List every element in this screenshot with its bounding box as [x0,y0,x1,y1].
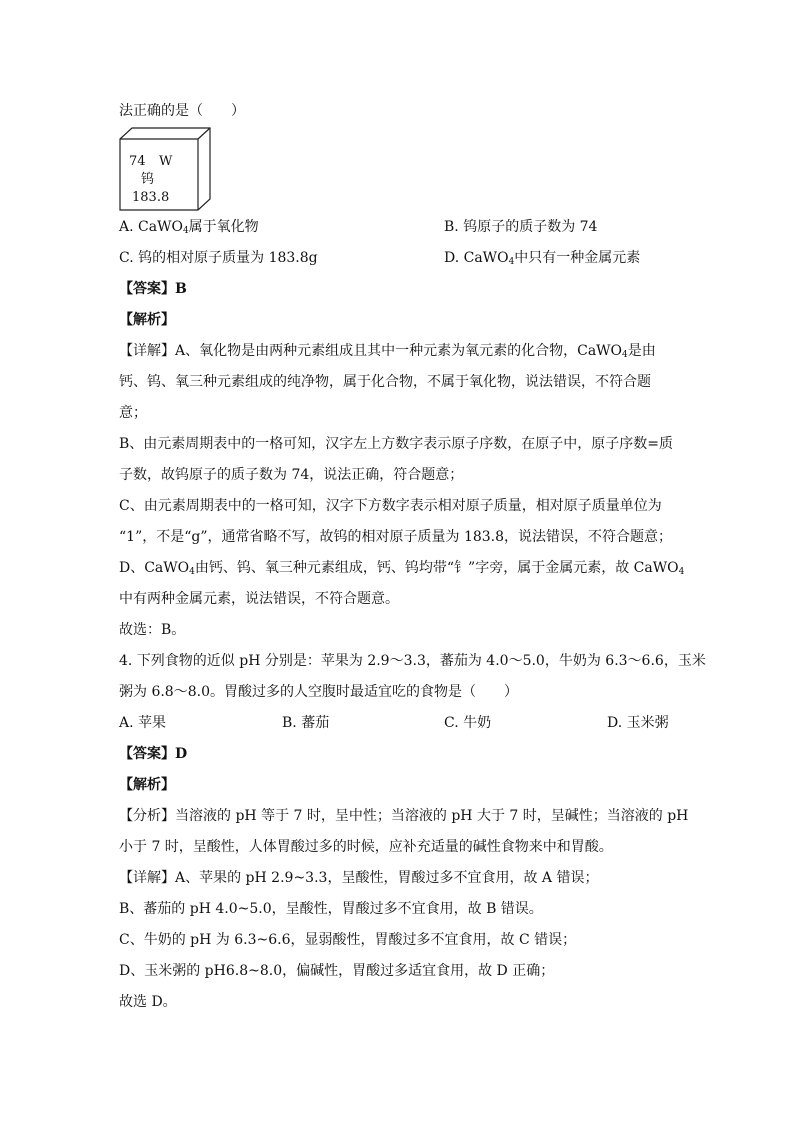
q3-option-b: B. 钨原子的质子数为 74 [444,219,598,235]
q4-analysis-line-2: 小于 7 时，呈酸性，人体胃酸过多的时候，应补充适量的碱性食物来中和胃酸。 [119,839,613,855]
q3-option-c: C. 钨的相对原子质量为 183.8g [119,250,318,266]
q3-option-d: D. CaWO$_4$中只有一种金属元素 [444,250,641,267]
q4-detail-b: B、蕃茄的 pH 4.0~5.0，呈酸性，胃酸过多不宜食用，故 B 错误。 [119,901,543,917]
q4-answer: 【答案】D [119,746,188,762]
q4-option-d: D. 玉米粥 [607,715,669,731]
question-intro: 法正确的是（ ） [119,103,245,119]
q3-choice: 故选：B。 [119,622,186,638]
q4-option-c: C. 牛奶 [444,715,492,731]
q3-analysis-heading: 【解析】 [119,312,175,328]
atomic-number: 74 [129,154,146,169]
q3-detail-d-line-2: 中有两种金属元素，说法错误，不符合题意。 [119,591,399,607]
element-name: 钨 [141,172,155,187]
q4-analysis-heading: 【解析】 [119,777,175,793]
element-symbol: W [159,154,173,169]
q3-detail-c-line-2: “1”，不是“g”，通常省略不写，故钨的相对原子质量为 183.8，说法错误，不符合题意； [119,529,673,545]
atomic-mass: 183.8 [132,190,170,205]
q4-detail-c: C、牛奶的 pH 为 6.3~6.6，显弱酸性，胃酸过多不宜食用，故 C 错误； [119,932,577,948]
q3-detail-line-3: 意； [119,405,147,421]
q4-stem-line-1: 4. 下列食物的近似 pH 分别是：苹果为 2.9～3.3，蕃茄为 4.0～5.0，牛奶为 6.3～6.6，玉米 [119,653,706,669]
element-cell-tungsten [119,127,211,211]
q3-detail-line-2: 钙、钨、氧三种元素组成的纯净物，属于化合物，不属于氧化物，说法错误，不符合题 [119,374,651,390]
q4-option-a: A. 苹果 [119,715,167,731]
q4-choice: 故选 D。 [119,994,177,1010]
q3-option-a: A. CaWO$_4$属于氧化物 [119,219,259,236]
q3-detail-d-line-1: D、CaWO$_4$由钙、钨、氧三种元素组成，钙、钨均带“钅”字旁，属于金属元素，故 CaWO$_4$ [119,560,685,577]
q4-stem-line-2: 粥为 6.8～8.0。胃酸过多的人空腹时最适宜吃的食物是（ ） [119,684,518,700]
q4-detail-d: D、玉米粥的 pH6.8~8.0，偏碱性，胃酸过多适宜食用，故 D 正确； [119,963,555,979]
q3-detail-b-line-1: B、由元素周期表中的一格可知，汉字左上方数字表示原子序数，在原子中，原子序数=质 [119,436,674,452]
q3-answer: 【答案】B [119,281,187,297]
q3-detail-c-line-1: C、由元素周期表中的一格可知，汉字下方数字表示相对原子质量，相对原子质量单位为 [119,498,662,514]
q4-option-b: B. 蕃茄 [282,715,330,731]
q4-analysis-line-1: 【分析】当溶液的 pH 等于 7 时，呈中性；当溶液的 pH 大于 7 时，呈碱性；当溶液的 pH [119,808,689,824]
q3-detail-b-line-2: 子数，故钨原子的质子数为 74，说法正确，符合题意； [119,467,464,483]
q3-detail-line-1: 【详解】A、氧化物是由两种元素组成且其中一种元素为氧元素的化合物，CaWO$_4$是由 [119,343,656,360]
q4-detail-a: 【详解】A、苹果的 pH 2.9~3.3，呈酸性，胃酸过多不宜食用，故 A 错误； [119,870,599,886]
